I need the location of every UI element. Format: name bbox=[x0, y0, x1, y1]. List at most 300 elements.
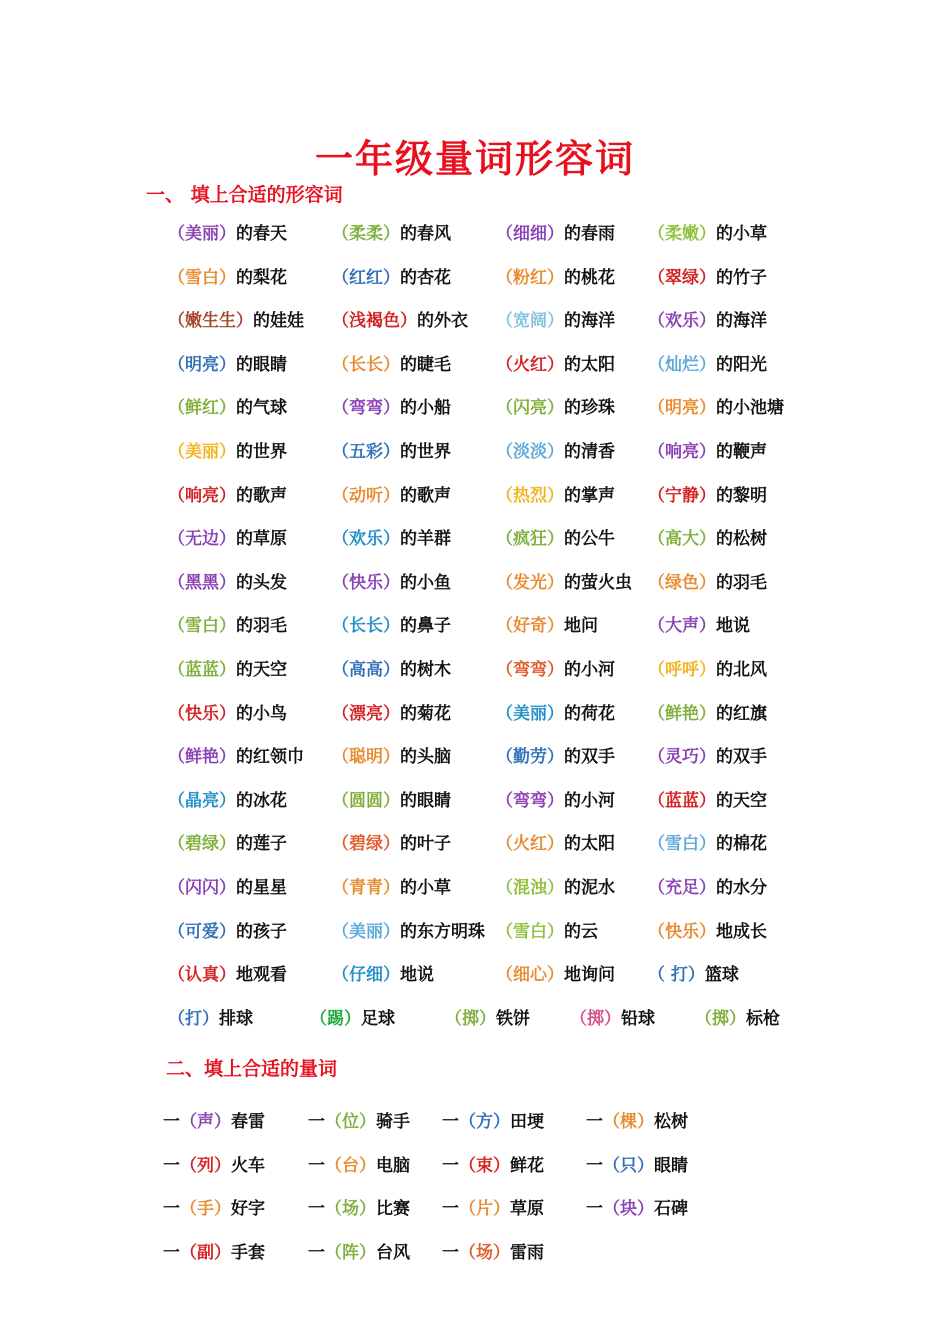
fill-item bbox=[442, 1194, 544, 1219]
answer-word: （碧绿） bbox=[332, 834, 400, 855]
noun-phrase: 的水分 bbox=[716, 878, 767, 898]
answer-word: （柔嫩） bbox=[648, 224, 716, 244]
measure-word-row bbox=[0, 1238, 950, 1268]
answer-word: （片） bbox=[459, 1199, 510, 1219]
answer-word: （棵） bbox=[603, 1112, 654, 1132]
noun-phrase: 的外衣 bbox=[417, 311, 468, 332]
answer-word: （雪白） bbox=[496, 921, 564, 942]
noun-phrase: 的春雨 bbox=[564, 224, 615, 244]
answer-word: （块） bbox=[603, 1199, 654, 1219]
fill-item bbox=[168, 219, 287, 244]
answer-word: （宁静） bbox=[648, 485, 716, 506]
adjective-row bbox=[0, 524, 950, 554]
answer-word: （明亮） bbox=[648, 398, 716, 419]
fill-item bbox=[168, 568, 287, 593]
answer-word: （美丽） bbox=[496, 703, 564, 724]
fill-item bbox=[442, 1107, 544, 1132]
noun-phrase: 的双手 bbox=[564, 747, 615, 768]
adjective-row bbox=[0, 655, 950, 685]
noun-phrase: 的双手 bbox=[716, 747, 767, 768]
answer-word: （美丽） bbox=[168, 224, 236, 244]
answer-word: （响亮） bbox=[648, 442, 716, 462]
answer-word: （弯弯） bbox=[496, 790, 564, 811]
answer-word: （场） bbox=[459, 1242, 510, 1263]
noun-phrase: 的小草 bbox=[716, 224, 767, 244]
prefix-one: 一 bbox=[308, 1199, 325, 1219]
fill-item bbox=[163, 1151, 265, 1176]
fill-item bbox=[332, 829, 451, 854]
noun-phrase: 的小船 bbox=[400, 398, 451, 419]
noun-phrase: 的冰花 bbox=[236, 790, 287, 811]
noun-phrase: 的竹子 bbox=[716, 267, 767, 288]
noun-phrase: 的歌声 bbox=[236, 485, 287, 506]
fill-item bbox=[168, 873, 287, 898]
noun-phrase: 的头发 bbox=[236, 572, 287, 593]
adjective-row bbox=[0, 263, 950, 293]
fill-item bbox=[332, 524, 451, 549]
noun-phrase: 春雷 bbox=[231, 1112, 265, 1132]
adjective-row bbox=[0, 306, 950, 336]
noun-phrase: 的星星 bbox=[236, 878, 287, 898]
answer-word: （淡淡） bbox=[496, 442, 564, 462]
answer-word: （青青） bbox=[332, 878, 400, 898]
noun-phrase: 的泥水 bbox=[564, 878, 615, 898]
answer-word: （掷） bbox=[570, 1008, 621, 1029]
answer-word: （黑黑） bbox=[168, 572, 236, 593]
noun-phrase: 排球 bbox=[219, 1008, 253, 1029]
fill-item bbox=[648, 263, 767, 288]
answer-word: （疯狂） bbox=[496, 529, 564, 550]
answer-word: （动听） bbox=[332, 485, 400, 506]
fill-item bbox=[332, 568, 451, 593]
fill-item bbox=[310, 1004, 395, 1029]
adjective-row bbox=[0, 742, 950, 772]
fill-item bbox=[308, 1238, 410, 1263]
noun-phrase: 的歌声 bbox=[400, 485, 451, 506]
fill-item bbox=[496, 917, 598, 942]
fill-item bbox=[332, 611, 451, 636]
fill-item bbox=[648, 611, 750, 636]
fill-item bbox=[496, 568, 632, 593]
prefix-one: 一 bbox=[163, 1242, 180, 1263]
answer-word: （圆圆） bbox=[332, 790, 400, 811]
answer-word: （声） bbox=[180, 1112, 231, 1132]
noun-phrase: 的太阳 bbox=[564, 354, 615, 375]
noun-phrase: 的天空 bbox=[716, 790, 767, 811]
noun-phrase: 松树 bbox=[654, 1112, 688, 1132]
answer-word: （雪白） bbox=[168, 267, 236, 288]
fill-item bbox=[496, 873, 615, 898]
noun-phrase: 的树木 bbox=[400, 660, 451, 680]
noun-phrase: 的头脑 bbox=[400, 747, 451, 768]
answer-word: （充足） bbox=[648, 878, 716, 898]
noun-phrase: 眼睛 bbox=[654, 1155, 688, 1176]
answer-word: （浅褐色） bbox=[332, 311, 417, 332]
fill-item bbox=[332, 786, 451, 811]
noun-phrase: 的睫毛 bbox=[400, 354, 451, 375]
adjective-row bbox=[0, 873, 950, 903]
noun-phrase: 地说 bbox=[400, 965, 434, 986]
fill-item bbox=[570, 1004, 655, 1029]
fill-item bbox=[496, 611, 598, 636]
measure-word-row bbox=[0, 1107, 950, 1137]
fill-item bbox=[168, 350, 287, 375]
fill-item bbox=[648, 524, 767, 549]
prefix-one: 一 bbox=[163, 1155, 180, 1176]
noun-phrase: 的公牛 bbox=[564, 529, 615, 550]
noun-phrase: 台风 bbox=[376, 1242, 410, 1263]
measure-word-row bbox=[0, 1151, 950, 1181]
fill-item bbox=[332, 742, 451, 767]
answer-word: （鲜艳） bbox=[648, 703, 716, 724]
noun-phrase: 的海洋 bbox=[716, 311, 767, 332]
noun-phrase: 火车 bbox=[231, 1155, 265, 1176]
prefix-one: 一 bbox=[163, 1112, 180, 1132]
answer-word: （翠绿） bbox=[648, 267, 716, 288]
noun-phrase: 铁饼 bbox=[496, 1008, 530, 1029]
noun-phrase: 的羽毛 bbox=[236, 616, 287, 637]
answer-word: （细细） bbox=[496, 224, 564, 244]
answer-word: （阵） bbox=[325, 1242, 376, 1263]
fill-item bbox=[332, 960, 434, 985]
answer-word: （副） bbox=[180, 1242, 231, 1263]
noun-phrase: 的红旗 bbox=[716, 703, 767, 724]
answer-word: （聪明） bbox=[332, 747, 400, 768]
answer-word: （柔柔） bbox=[332, 224, 400, 244]
fill-item bbox=[168, 393, 287, 418]
fill-item bbox=[168, 786, 287, 811]
noun-phrase: 的红领巾 bbox=[236, 747, 304, 768]
fill-item bbox=[332, 219, 451, 244]
noun-phrase: 的阳光 bbox=[716, 354, 767, 375]
answer-word: （弯弯） bbox=[496, 660, 564, 680]
fill-item bbox=[168, 481, 287, 506]
answer-word: （打） bbox=[168, 1008, 219, 1029]
fill-item bbox=[168, 742, 304, 767]
answer-word: （高高） bbox=[332, 660, 400, 680]
answer-word: （无边） bbox=[168, 529, 236, 550]
answer-word: （掷） bbox=[695, 1008, 746, 1029]
answer-word: （长长） bbox=[332, 354, 400, 375]
fill-item bbox=[496, 786, 615, 811]
fill-item bbox=[648, 393, 784, 418]
fill-item bbox=[496, 960, 615, 985]
fill-item bbox=[496, 829, 615, 854]
noun-phrase: 标枪 bbox=[746, 1008, 780, 1029]
answer-word: （欢乐） bbox=[648, 311, 716, 332]
section-2-heading: 二、填上合适的量词 bbox=[166, 1058, 338, 1080]
answer-word: （场） bbox=[325, 1199, 376, 1219]
adjective-row bbox=[0, 481, 950, 511]
fill-item bbox=[445, 1004, 530, 1029]
noun-phrase: 的黎明 bbox=[716, 485, 767, 506]
noun-phrase: 雷雨 bbox=[510, 1242, 544, 1263]
fill-item bbox=[168, 611, 287, 636]
answer-word: （手） bbox=[180, 1199, 231, 1219]
answer-word: （闪亮） bbox=[496, 398, 564, 419]
answer-word: （踢） bbox=[310, 1008, 361, 1029]
answer-word: （宽阔） bbox=[496, 311, 564, 332]
prefix-one: 一 bbox=[163, 1199, 180, 1219]
answer-word: （快乐） bbox=[332, 572, 400, 593]
answer-word: （仔细） bbox=[332, 965, 400, 986]
fill-item bbox=[648, 742, 767, 767]
noun-phrase: 电脑 bbox=[376, 1155, 410, 1176]
fill-item bbox=[586, 1151, 688, 1176]
noun-phrase: 的云 bbox=[564, 921, 598, 942]
answer-word: （热烈） bbox=[496, 485, 564, 506]
answer-word: （火红） bbox=[496, 354, 564, 375]
prefix-one: 一 bbox=[308, 1242, 325, 1263]
answer-word: （大声） bbox=[648, 616, 716, 637]
adjective-row bbox=[0, 350, 950, 380]
noun-phrase: 的太阳 bbox=[564, 834, 615, 855]
fill-item bbox=[332, 917, 485, 942]
answer-word: （认真） bbox=[168, 965, 236, 986]
noun-phrase: 的莲子 bbox=[236, 834, 287, 855]
noun-phrase: 的鼻子 bbox=[400, 616, 451, 637]
fill-item bbox=[648, 960, 739, 985]
fill-item bbox=[168, 263, 287, 288]
fill-item bbox=[332, 481, 451, 506]
answer-word: （五彩） bbox=[332, 442, 400, 462]
answer-word: （灿烂） bbox=[648, 354, 716, 375]
noun-phrase: 的珍珠 bbox=[564, 398, 615, 419]
page-title: 一年级量词形容词 bbox=[314, 137, 635, 181]
fill-item bbox=[332, 873, 451, 898]
prefix-one: 一 bbox=[586, 1112, 603, 1132]
fill-item bbox=[648, 829, 767, 854]
fill-item bbox=[496, 524, 615, 549]
answer-word: （方） bbox=[459, 1112, 510, 1132]
fill-item bbox=[496, 393, 615, 418]
prefix-one: 一 bbox=[442, 1199, 459, 1219]
adjective-row bbox=[0, 960, 950, 990]
fill-item bbox=[496, 306, 615, 331]
fill-item bbox=[648, 219, 767, 244]
noun-phrase: 的娃娃 bbox=[253, 311, 304, 332]
fill-item bbox=[496, 742, 615, 767]
noun-phrase: 地说 bbox=[716, 616, 750, 637]
noun-phrase: 的孩子 bbox=[236, 921, 287, 942]
fill-item bbox=[168, 1004, 253, 1029]
fill-item bbox=[496, 699, 615, 724]
fill-item bbox=[163, 1194, 265, 1219]
answer-word: （好奇） bbox=[496, 616, 564, 637]
noun-phrase: 地询问 bbox=[564, 965, 615, 986]
answer-word: （快乐） bbox=[168, 703, 236, 724]
noun-phrase: 草原 bbox=[510, 1199, 544, 1219]
fill-item bbox=[648, 306, 767, 331]
noun-phrase: 的小鱼 bbox=[400, 572, 451, 593]
answer-word: （发光） bbox=[496, 572, 564, 593]
answer-word: （束） bbox=[459, 1155, 510, 1176]
fill-item bbox=[332, 263, 451, 288]
adjective-row bbox=[0, 699, 950, 729]
fill-item bbox=[496, 481, 615, 506]
adjective-row bbox=[0, 219, 950, 249]
prefix-one: 一 bbox=[586, 1199, 603, 1219]
answer-word: （掷） bbox=[445, 1008, 496, 1029]
noun-phrase: 的气球 bbox=[236, 398, 287, 419]
fill-item bbox=[168, 524, 287, 549]
noun-phrase: 骑手 bbox=[376, 1112, 410, 1132]
noun-phrase: 的杏花 bbox=[400, 267, 451, 288]
answer-word: （绿色） bbox=[648, 572, 716, 593]
answer-word: （明亮） bbox=[168, 354, 236, 375]
prefix-one: 一 bbox=[308, 1112, 325, 1132]
fill-item bbox=[332, 350, 451, 375]
answer-word: （晶亮） bbox=[168, 790, 236, 811]
noun-phrase: 的世界 bbox=[236, 442, 287, 462]
noun-phrase: 的天空 bbox=[236, 660, 287, 680]
noun-phrase: 的东方明珠 bbox=[400, 921, 485, 942]
fill-item bbox=[168, 960, 287, 985]
adjective-row bbox=[0, 393, 950, 423]
fill-item bbox=[332, 655, 451, 680]
answer-word: （长长） bbox=[332, 616, 400, 637]
noun-phrase: 的羊群 bbox=[400, 529, 451, 550]
fill-item bbox=[168, 829, 287, 854]
noun-phrase: 的小河 bbox=[564, 660, 615, 680]
noun-phrase: 地问 bbox=[564, 616, 598, 637]
fill-item bbox=[332, 437, 451, 462]
noun-phrase: 的眼睛 bbox=[236, 354, 287, 375]
answer-word: （美丽） bbox=[332, 921, 400, 942]
fill-item bbox=[496, 437, 615, 462]
fill-item bbox=[496, 655, 615, 680]
adjective-row bbox=[0, 829, 950, 859]
noun-phrase: 的掌声 bbox=[564, 485, 615, 506]
fill-item bbox=[168, 917, 287, 942]
noun-phrase: 铅球 bbox=[621, 1008, 655, 1029]
noun-phrase: 足球 bbox=[361, 1008, 395, 1029]
fill-item bbox=[308, 1194, 410, 1219]
noun-phrase: 的眼睛 bbox=[400, 790, 451, 811]
adjective-row bbox=[0, 611, 950, 641]
answer-word: （只） bbox=[603, 1155, 654, 1176]
fill-item bbox=[586, 1194, 688, 1219]
answer-word: （台） bbox=[325, 1155, 376, 1176]
answer-word: （美丽） bbox=[168, 442, 236, 462]
noun-phrase: 的荷花 bbox=[564, 703, 615, 724]
answer-word: （位） bbox=[325, 1112, 376, 1132]
noun-phrase: 的羽毛 bbox=[716, 572, 767, 593]
answer-word: （弯弯） bbox=[332, 398, 400, 419]
measure-word-row bbox=[0, 1194, 950, 1224]
section-1-heading: 一、 填上合适的形容词 bbox=[146, 184, 343, 206]
noun-phrase: 的春风 bbox=[400, 224, 451, 244]
noun-phrase: 的小池塘 bbox=[716, 398, 784, 419]
noun-phrase: 的草原 bbox=[236, 529, 287, 550]
answer-word: （火红） bbox=[496, 834, 564, 855]
fill-item bbox=[648, 437, 767, 462]
fill-item bbox=[332, 306, 468, 331]
fill-item bbox=[163, 1107, 265, 1132]
fill-item bbox=[648, 655, 767, 680]
answer-word: （碧绿） bbox=[168, 834, 236, 855]
fill-item bbox=[168, 306, 304, 331]
fill-item bbox=[648, 481, 767, 506]
noun-phrase: 的小鸟 bbox=[236, 703, 287, 724]
answer-word: （鲜红） bbox=[168, 398, 236, 419]
noun-phrase: 手套 bbox=[231, 1242, 265, 1263]
answer-word: （快乐） bbox=[648, 921, 716, 942]
noun-phrase: 篮球 bbox=[704, 965, 739, 986]
noun-phrase: 好字 bbox=[231, 1199, 265, 1219]
answer-word: （鲜艳） bbox=[168, 747, 236, 768]
fill-item bbox=[442, 1151, 544, 1176]
answer-word: （红红） bbox=[332, 267, 400, 288]
adjective-row bbox=[0, 1004, 950, 1034]
fill-item bbox=[648, 568, 767, 593]
answer-word: （蓝蓝） bbox=[648, 790, 716, 811]
answer-word: （列） bbox=[180, 1155, 231, 1176]
adjective-row bbox=[0, 568, 950, 598]
noun-phrase: 的萤火虫 bbox=[564, 572, 632, 593]
noun-phrase: 比赛 bbox=[376, 1199, 410, 1219]
fill-item bbox=[648, 699, 767, 724]
answer-word: （嫩生生） bbox=[168, 311, 253, 332]
fill-item bbox=[332, 393, 451, 418]
answer-word: （ 打） bbox=[648, 965, 705, 986]
fill-item bbox=[442, 1238, 544, 1263]
answer-word: （闪闪） bbox=[168, 878, 236, 898]
fill-item bbox=[496, 219, 615, 244]
noun-phrase: 的松树 bbox=[716, 529, 767, 550]
fill-item bbox=[695, 1004, 780, 1029]
noun-phrase: 的小草 bbox=[400, 878, 451, 898]
noun-phrase: 的世界 bbox=[400, 442, 451, 462]
answer-word: （漂亮） bbox=[332, 703, 400, 724]
fill-item bbox=[332, 699, 451, 724]
prefix-one: 一 bbox=[308, 1155, 325, 1176]
prefix-one: 一 bbox=[586, 1155, 603, 1176]
fill-item bbox=[648, 873, 767, 898]
fill-item bbox=[496, 350, 615, 375]
noun-phrase: 的鞭声 bbox=[716, 442, 767, 462]
answer-word: （高大） bbox=[648, 529, 716, 550]
noun-phrase: 的菊花 bbox=[400, 703, 451, 724]
adjective-row bbox=[0, 437, 950, 467]
answer-word: （呼呼） bbox=[648, 660, 716, 680]
answer-word: （可爱） bbox=[168, 921, 236, 942]
answer-word: （灵巧） bbox=[648, 747, 716, 768]
noun-phrase: 的桃花 bbox=[564, 267, 615, 288]
answer-word: （雪白） bbox=[648, 834, 716, 855]
fill-item bbox=[648, 917, 767, 942]
fill-item bbox=[496, 263, 615, 288]
answer-word: （粉红） bbox=[496, 267, 564, 288]
fill-item bbox=[168, 437, 287, 462]
fill-item bbox=[648, 350, 767, 375]
adjective-row bbox=[0, 786, 950, 816]
fill-item bbox=[308, 1151, 410, 1176]
fill-item bbox=[648, 786, 767, 811]
fill-item bbox=[168, 655, 287, 680]
noun-phrase: 的小河 bbox=[564, 790, 615, 811]
noun-phrase: 的春天 bbox=[236, 224, 287, 244]
prefix-one: 一 bbox=[442, 1155, 459, 1176]
noun-phrase: 地观看 bbox=[236, 965, 287, 986]
noun-phrase: 的清香 bbox=[564, 442, 615, 462]
answer-word: （勤劳） bbox=[496, 747, 564, 768]
noun-phrase: 的叶子 bbox=[400, 834, 451, 855]
noun-phrase: 地成长 bbox=[716, 921, 767, 942]
noun-phrase: 石碑 bbox=[654, 1199, 688, 1219]
fill-item bbox=[308, 1107, 410, 1132]
noun-phrase: 的海洋 bbox=[564, 311, 615, 332]
